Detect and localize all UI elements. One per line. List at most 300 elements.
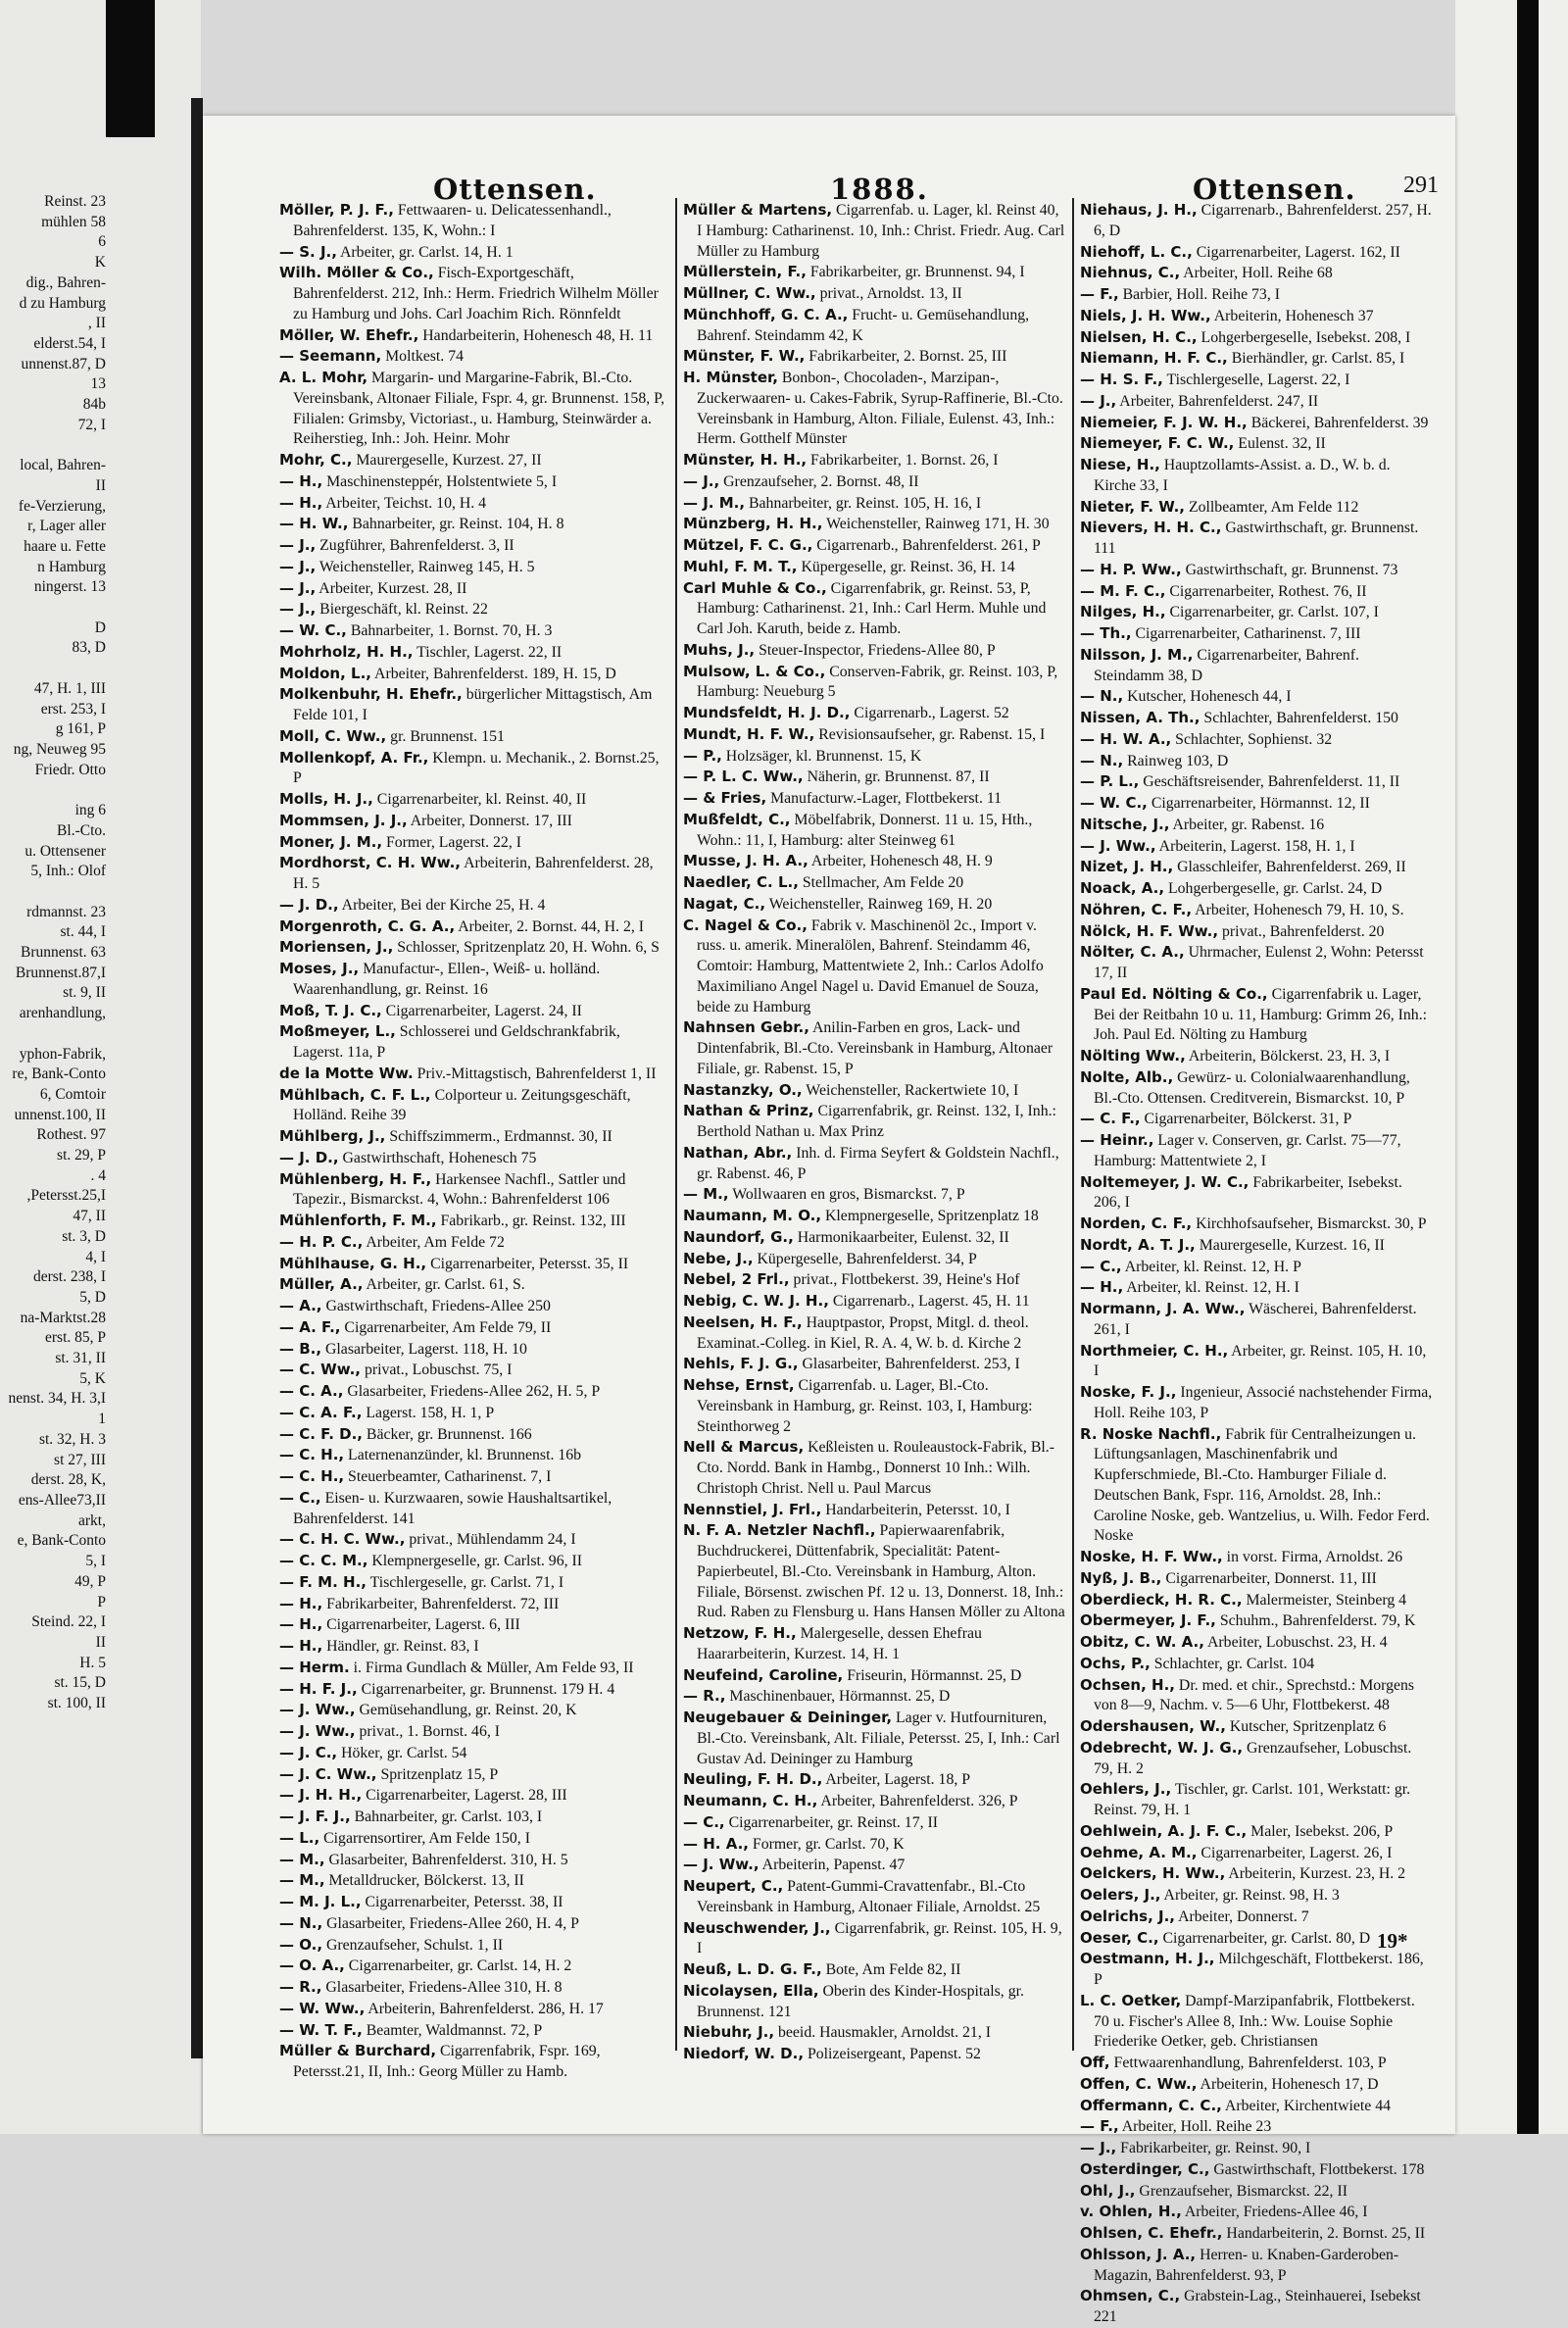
directory-entry bbox=[1080, 263, 1433, 284]
page-number: 291 bbox=[1403, 173, 1439, 198]
directory-entry bbox=[279, 1700, 671, 1721]
entry-details: Weichensteller, Rainweg 171, H. 30 bbox=[822, 516, 1050, 533]
directory-entry bbox=[1080, 391, 1433, 413]
directory-entry bbox=[1080, 1547, 1433, 1568]
fragment-line: st. 31, II bbox=[55, 1350, 106, 1367]
directory-entry bbox=[1080, 1716, 1433, 1738]
entry-details: Bierhändler, gr. Carlst. 85, I bbox=[1227, 350, 1405, 368]
entry-details: Friseurin, Hörmannst. 25, D bbox=[843, 1666, 1022, 1684]
entry-details: Arbeiter, Bahrenfelderst. 326, P bbox=[817, 1793, 1018, 1809]
entry-details: Bahnarbeiter, gr. Reinst. 105, H. 16, I bbox=[745, 494, 982, 512]
fragment-line: Bl.-Cto. bbox=[57, 821, 106, 839]
directory-entry bbox=[279, 726, 671, 748]
fragment-line: yphon-Fabrik, bbox=[19, 1045, 106, 1063]
entry-details: Stellmacher, Am Felde 20 bbox=[798, 874, 964, 891]
directory-entry bbox=[279, 242, 671, 264]
directory-entry bbox=[279, 1636, 671, 1658]
directory-entry bbox=[1080, 1738, 1433, 1780]
entry-details: Gewürz- u. Colonialwaarenhandlung, Bl.-Cto. Ottensen. Creditverein, Bismarckst. 10, P bbox=[1094, 1068, 1410, 1107]
fragment-line: st. 44, I bbox=[60, 923, 106, 941]
entry-name: Moll, C. Ww., bbox=[279, 726, 387, 745]
entry-details: Cigarrenarbeiter, Donnerst. 11, III bbox=[1161, 1569, 1377, 1587]
entry-details: Rainweg 103, D bbox=[1123, 752, 1229, 769]
directory-entry bbox=[279, 1658, 671, 1679]
directory-entry bbox=[1080, 348, 1433, 370]
entry-name: Paul Ed. Nölting & Co., bbox=[1080, 984, 1268, 1003]
entry-details: Arbeiter, Lagerst. 18, P bbox=[822, 1771, 971, 1789]
fragment-line: arkt, bbox=[78, 1511, 106, 1529]
directory-entry bbox=[1080, 1214, 1433, 1235]
entry-name: — C., bbox=[279, 1488, 321, 1507]
entry-details: Bäckerei, Bahrenfelderst. 39 bbox=[1247, 414, 1429, 431]
entry-name: Nölter, C. A., bbox=[1080, 943, 1185, 962]
directory-entry bbox=[279, 1126, 671, 1148]
directory-entry bbox=[279, 514, 671, 535]
directory-entry bbox=[279, 1679, 671, 1701]
entry-name: Mohr, C., bbox=[279, 451, 353, 469]
entry-details: Bonbon-, Chocoladen-, Marzipan-, Zuckerwaaren- u. Cakes-Fabrik, Syrup-Raffinerie, Bl.-Cto. Vereinsbank in Hamburg, Alton. Filiale, Eulenst. 43, Inh.: Herm. Gotthelf Münster bbox=[697, 370, 1063, 448]
entry-details: Maurergeselle, Kurzest. 27, II bbox=[352, 452, 542, 469]
entry-name: Neuß, L. D. G. F., bbox=[683, 1960, 822, 1978]
entry-name: Morgenroth, C. G. A., bbox=[279, 916, 456, 935]
entry-details: Fabrikarbeiter, Bahrenfelderst. 72, III bbox=[322, 1595, 560, 1612]
entry-details: Tischler, gr. Carlst. 101, Werkstatt: gr. Reinst. 79, H. 1 bbox=[1094, 1781, 1411, 1818]
entry-details: Uhrmacher, Eulenst 2, Wohn: Petersst 17, II bbox=[1094, 944, 1424, 981]
entry-name: — F., bbox=[1080, 285, 1119, 303]
entry-details: Frucht- u. Gemüsehandlung, Bahrenf. Steindamm 42, K bbox=[697, 306, 1030, 344]
directory-entry bbox=[683, 262, 1067, 283]
entry-name: — J., bbox=[1080, 391, 1117, 410]
entry-details: Arbeiter, Holl. Reihe 23 bbox=[1118, 2118, 1272, 2136]
entry-name: Mohrholz, H. H., bbox=[279, 642, 414, 661]
entry-name: Oeser, C., bbox=[1080, 1928, 1159, 1947]
entry-name: Norden, C. F., bbox=[1080, 1214, 1193, 1232]
entry-name: Mützel, F. C. G., bbox=[683, 536, 813, 554]
entry-details: Arbeiter, Donnerst. 7 bbox=[1175, 1907, 1309, 1925]
entry-details: Gastwirthschaft, gr. Brunnenst. 111 bbox=[1094, 520, 1419, 557]
entry-name: — J., bbox=[279, 536, 317, 554]
previous-page-edge bbox=[0, 0, 201, 2134]
entry-details: Cigarrenfab. u. Lager, kl. Reinst 40, I Hamburg: Catharinenst. 10, Inh.: Christ. Friedr. Aug. Carl Müller zu Hamburg bbox=[697, 202, 1065, 260]
directory-entry bbox=[1080, 1590, 1433, 1611]
directory-entry bbox=[279, 789, 671, 811]
fragment-line: arenhandlung, bbox=[19, 1005, 106, 1022]
entry-name: v. Ohlen, H., bbox=[1080, 2203, 1182, 2221]
directory-entry bbox=[1080, 1277, 1433, 1299]
entry-details: Näherin, gr. Brunnenst. 87, II bbox=[803, 768, 990, 786]
entry-name: Nastanzky, O., bbox=[683, 1080, 803, 1099]
entry-name: — P. L., bbox=[1080, 772, 1140, 791]
directory-entry bbox=[683, 2044, 1067, 2065]
directory-entry bbox=[1080, 2074, 1433, 2096]
directory-entry bbox=[279, 1445, 671, 1466]
directory-entry bbox=[279, 1085, 671, 1127]
directory-entry bbox=[279, 1743, 671, 1764]
directory-entry bbox=[279, 2020, 671, 2042]
directory-entry bbox=[683, 1834, 1067, 1856]
entry-name: Nicolaysen, Ella, bbox=[683, 1981, 819, 2000]
entry-name: Nilsson, J. M., bbox=[1080, 645, 1194, 664]
directory-entry bbox=[279, 853, 671, 895]
entry-name: Musse, J. H. A., bbox=[683, 852, 808, 870]
entry-name: Molkenbuhr, H. Ehefr., bbox=[279, 685, 463, 704]
fragment-line: 49, P bbox=[74, 1572, 106, 1590]
directory-entry bbox=[279, 1870, 671, 1892]
entry-details: Schiffszimmerm., Erdmannst. 30, II bbox=[385, 1128, 612, 1145]
directory-entry bbox=[1080, 1341, 1433, 1383]
entry-name: Mußfeldt, C., bbox=[683, 810, 791, 828]
entry-name: Naedler, C. L., bbox=[683, 873, 799, 891]
entry-name: — J. F. J., bbox=[279, 1808, 351, 1825]
entry-details: Eisen- u. Kurzwaaren, sowie Haushaltsartikel, Bahrenfelderst. 141 bbox=[293, 1489, 612, 1527]
entry-details: Grenzaufseher, Schulst. 1, II bbox=[322, 1936, 504, 1954]
entry-details: Priv.-Mittagstisch, Bahrenfelderst 1, II bbox=[413, 1065, 657, 1082]
entry-details: Arbeiter, gr. Reinst. 105, H. 10, I bbox=[1094, 1342, 1427, 1380]
entry-name: Müller & Burchard, bbox=[279, 2042, 437, 2060]
directory-entry bbox=[1080, 1568, 1433, 1590]
entry-details: Glasarbeiter, Bahrenfelderst. 253, I bbox=[798, 1356, 1020, 1373]
entry-details: Klempnergeselle, gr. Carlst. 96, II bbox=[368, 1553, 583, 1569]
entry-details: Maurergeselle, Kurzest. 16, II bbox=[1195, 1236, 1385, 1254]
entry-details: Glasarbeiter, Friedens-Allee 262, H. 5, P bbox=[343, 1383, 601, 1400]
directory-entry bbox=[279, 642, 671, 664]
entry-name: Niemeyer, F. C. W., bbox=[1080, 434, 1235, 453]
entry-name: — B., bbox=[279, 1339, 322, 1358]
fragment-line: dig., Bahren- bbox=[25, 273, 106, 291]
entry-name: — M. F. C., bbox=[1080, 581, 1166, 600]
entry-name: Neugebauer & Deininger, bbox=[683, 1709, 893, 1726]
entry-details: Fabrikarbeiter, 2. Bornst. 25, III bbox=[805, 348, 1007, 366]
directory-entry bbox=[279, 557, 671, 578]
entry-name: — J., bbox=[279, 557, 317, 575]
entry-name: Molls, H. J., bbox=[279, 790, 373, 808]
entry-name: Neumann, C. H., bbox=[683, 1792, 818, 1809]
entry-name: — J., bbox=[683, 471, 720, 490]
entry-name: Mulsow, L. & Co., bbox=[683, 662, 826, 680]
fragment-line: rdmannst. 23 bbox=[26, 903, 106, 920]
entry-details: Arbeiterin, Lagerst. 158, H. 1, I bbox=[1155, 837, 1355, 855]
directory-entry bbox=[1080, 645, 1433, 687]
entry-name: H. Münster, bbox=[683, 369, 778, 386]
entry-name: de la Motte Ww. bbox=[279, 1064, 414, 1082]
entry-details: Cigarrenarbeiter, Rothest. 76, II bbox=[1165, 582, 1367, 600]
directory-entry bbox=[1080, 815, 1433, 836]
entry-name: Oestmann, H. J., bbox=[1080, 1950, 1215, 1968]
directory-entry bbox=[279, 1424, 671, 1446]
entry-details: Keßleisten u. Rouleaustock-Fabrik, Bl.-Cto. Nordd. Bank in Hambg., Donnerst 10 Inh.: Wilh. Christoph Christ. Nell u. Paul Marcus bbox=[697, 1439, 1054, 1497]
entry-name: Moßmeyer, L., bbox=[279, 1022, 396, 1041]
fragment-line: r, Lager aller bbox=[27, 518, 106, 535]
fragment-line: 84b bbox=[82, 396, 106, 414]
entry-name: — J., bbox=[1080, 2139, 1117, 2156]
entry-details: Herren- u. Knaben-Garderoben-Magazin, Bahrenfelderst. 93, P bbox=[1094, 2246, 1399, 2284]
entry-details: Margarin- und Margarine-Fabrik, Bl.-Cto. Vereinsbank, Altonaer Filiale, Fspr. 4, gr. Brunnenst. 158, P, Filialen: Grimsby, Victoriast., u. Hamburg, Steinwärder a. Reiherstieg, Inh.: Joh. Heinr. Mohr bbox=[293, 370, 665, 448]
directory-entry bbox=[279, 895, 671, 916]
entry-name: — J. Ww., bbox=[1080, 836, 1156, 855]
entry-name: Mollenkopf, A. Fr., bbox=[279, 748, 429, 767]
entry-details: Schlachter, gr. Carlst. 104 bbox=[1150, 1655, 1315, 1672]
fragment-line: Friedr. Otto bbox=[34, 761, 106, 778]
directory-entry bbox=[683, 535, 1067, 557]
directory-entry bbox=[1080, 327, 1433, 349]
directory-entry bbox=[1080, 878, 1433, 900]
entry-name: — W. Ww., bbox=[279, 1999, 366, 2017]
entry-details: Metalldrucker, Bölckerst. 13, II bbox=[324, 1872, 524, 1890]
directory-entry bbox=[683, 1686, 1067, 1708]
entry-details: Fabrikarbeiter, Isebekst. 206, I bbox=[1094, 1173, 1402, 1212]
directory-entry bbox=[279, 1254, 671, 1275]
directory-entry bbox=[683, 1918, 1067, 1960]
entry-name: Oehlwein, A. J. F. C., bbox=[1080, 1821, 1248, 1840]
directory-entry bbox=[279, 1274, 671, 1296]
directory-entry bbox=[683, 1520, 1067, 1623]
entry-name: — H. P. Ww., bbox=[1080, 560, 1182, 578]
directory-entry bbox=[683, 578, 1067, 640]
entry-details: Fisch-Exportgeschäft, Bahrenfelderst. 212, Inh.: Herm. Friedrich Wilhelm Möller zu Hamburg und Johs. Carl Joachim Rich. Rönnfeldt bbox=[293, 265, 659, 322]
fragment-line: Brunnenst.87,I bbox=[15, 964, 106, 981]
entry-details: Cigarrenarb., Lagerst. 52 bbox=[850, 705, 1009, 721]
fragment-line: n Hamburg bbox=[37, 558, 106, 575]
directory-entry bbox=[1080, 433, 1433, 455]
directory-entry bbox=[683, 1708, 1067, 1769]
entry-name: Northmeier, C. H., bbox=[1080, 1341, 1229, 1360]
directory-entry bbox=[1080, 455, 1433, 497]
fragment-line: 6 bbox=[98, 233, 106, 251]
directory-entry bbox=[1080, 370, 1433, 391]
directory-entry bbox=[1080, 413, 1433, 434]
entry-details: Weichensteller, Rackertwiete 10, I bbox=[802, 1081, 1019, 1099]
entry-name: Nölck, H. F. Ww., bbox=[1080, 921, 1219, 940]
entry-details: privat., 1. Bornst. 46, I bbox=[355, 1723, 501, 1740]
entry-name: — C. F., bbox=[1080, 1110, 1141, 1128]
entry-name: Oehlers, J., bbox=[1080, 1780, 1172, 1799]
entry-name: Nissen, A. Th., bbox=[1080, 709, 1200, 726]
directory-entry bbox=[683, 1017, 1067, 1079]
directory-entry bbox=[1080, 1675, 1433, 1717]
directory-entry bbox=[1080, 1821, 1433, 1843]
directory-entry bbox=[1080, 1067, 1433, 1110]
directory-entry bbox=[279, 346, 671, 368]
directory-entry bbox=[1080, 793, 1433, 815]
entry-name: — J. Ww., bbox=[683, 1856, 760, 1874]
entry-name: Noske, F. J., bbox=[1080, 1383, 1177, 1401]
entry-name: Osterdinger, C., bbox=[1080, 2159, 1210, 2178]
directory-entry bbox=[683, 1791, 1067, 1812]
entry-name: — H. F. J., bbox=[279, 1679, 358, 1698]
directory-entry bbox=[683, 1291, 1067, 1313]
entry-details: Arbeiter, 2. Bornst. 44, H. 2, I bbox=[455, 917, 644, 935]
entry-details: Fabrik v. Maschinenöl 2c., Import v. russ. u. amerik. Mineralölen, Bahrenf. Steindamm 46, Comtoir: Hamburg, Mattentwiete 2, Inh.: Carlos Adolfo Maximiliano Angel Nagel u. David Emanuel de Souza, beide zu Hamburg bbox=[697, 916, 1044, 1015]
fragment-line: 5, Inh.: Olof bbox=[30, 863, 106, 880]
directory-entry bbox=[279, 1572, 671, 1594]
entry-name: L. C. Oetker, bbox=[1080, 1991, 1182, 2009]
entry-name: Mommsen, J. J., bbox=[279, 811, 408, 829]
directory-entry bbox=[683, 724, 1067, 746]
entry-name: Nathan & Prinz, bbox=[683, 1102, 814, 1120]
directory-entry bbox=[279, 1466, 671, 1488]
directory-entry bbox=[683, 1206, 1067, 1227]
entry-details: Cigarrenarbeiter, gr. Carlst. 80, D bbox=[1158, 1929, 1371, 1947]
directory-entry bbox=[279, 471, 671, 493]
directory-entry bbox=[279, 368, 671, 450]
entry-name: — M., bbox=[279, 1850, 325, 1868]
entry-details: Wäscherei, Bahrenfelderst. 261, I bbox=[1094, 1301, 1417, 1338]
entry-details: Cigarrenarbeiter, gr. Reinst. 17, II bbox=[724, 1813, 939, 1831]
entry-name: Nordt, A. T. J., bbox=[1080, 1235, 1196, 1254]
entry-details: Cigarrenarbeiter, Lagerst. 24, II bbox=[381, 1002, 582, 1019]
entry-name: Neupert, C., bbox=[683, 1877, 784, 1895]
directory-entry bbox=[683, 305, 1067, 347]
directory-entry bbox=[1080, 1424, 1433, 1548]
entry-name: — J., bbox=[279, 578, 317, 597]
entry-details: Cigarrenarbeiter, Catharinenst. 7, III bbox=[1131, 625, 1361, 642]
entry-name: Muhl, F. M. T., bbox=[683, 557, 798, 575]
entry-details: Spritzenplatz 15, P bbox=[376, 1765, 499, 1783]
directory-entry bbox=[1080, 857, 1433, 878]
entry-name: — J. D., bbox=[279, 1148, 339, 1166]
entry-name: Naundorf, G., bbox=[683, 1227, 794, 1246]
entry-details: Arbeiter, Bei der Kirche 25, H. 4 bbox=[338, 896, 546, 914]
directory-entry bbox=[279, 1913, 671, 1935]
entry-details: Klempn. u. Mechanik., 2. Bornst.25, P bbox=[293, 749, 660, 787]
entry-name: Ohmsen, C., bbox=[1080, 2287, 1181, 2305]
entry-name: Müller & Martens, bbox=[683, 201, 833, 219]
entry-name: — P., bbox=[683, 746, 722, 765]
directory-entry bbox=[279, 578, 671, 600]
entry-name: Offen, C. Ww., bbox=[1080, 2074, 1198, 2093]
directory-entry bbox=[1080, 2245, 1433, 2287]
directory-entry bbox=[279, 1551, 671, 1572]
fragment-line: II bbox=[95, 1633, 106, 1651]
entry-details: Wollwaaren en gros, Bismarckst. 7, P bbox=[728, 1186, 965, 1204]
directory-entry bbox=[683, 1769, 1067, 1791]
entry-name: — J. D., bbox=[279, 895, 339, 914]
entry-name: Oelrichs, J., bbox=[1080, 1907, 1176, 1925]
entry-details: Arbeiter, kl. Reinst. 12, H. P bbox=[1121, 1258, 1301, 1275]
entry-name: — P. L. C. Ww., bbox=[683, 768, 804, 786]
entry-details: Schuhm., Bahrenfelderst. 79, K bbox=[1215, 1612, 1416, 1630]
directory-entry bbox=[279, 1360, 671, 1381]
entry-name: Ochs, P., bbox=[1080, 1654, 1151, 1672]
directory-entry bbox=[1080, 771, 1433, 793]
entry-name: Niels, J. H. Ww., bbox=[1080, 306, 1211, 324]
fragment-line: Brunnenst. 63 bbox=[21, 944, 106, 962]
entry-details: privat., Bahrenfelderst. 20 bbox=[1218, 922, 1385, 940]
entry-details: Möbelfabrik, Donnerst. 11 u. 15, Hth., Wohn.: 11, I, Hamburg: alter Steinweg 61 bbox=[697, 811, 1033, 849]
entry-name: Oehme, A. M., bbox=[1080, 1843, 1198, 1861]
entry-name: — C. A. F., bbox=[279, 1403, 363, 1421]
fragment-line: ens-Allee73,II bbox=[18, 1492, 106, 1509]
directory-entry bbox=[1080, 1654, 1433, 1675]
entry-details: Cigarrenarbeiter, Lagerst. 6, III bbox=[322, 1616, 520, 1634]
entry-details: Cigarrenarbeiter, gr. Carlst. 14, H. 2 bbox=[344, 1957, 572, 1975]
column-rule bbox=[1072, 198, 1074, 2051]
entry-name: Ochsen, H., bbox=[1080, 1675, 1175, 1694]
entry-name: Niemeier, F. J. W. H., bbox=[1080, 413, 1248, 431]
entry-name: Ohlsen, C. Ehefr., bbox=[1080, 2224, 1223, 2242]
directory-entry bbox=[279, 1529, 671, 1551]
entry-name: — C. C. M., bbox=[279, 1552, 368, 1569]
entry-details: Arbeiter, gr. Carlst. 61, S. bbox=[363, 1276, 525, 1294]
directory-entry bbox=[1080, 1235, 1433, 1257]
directory-entry bbox=[683, 1981, 1067, 2023]
entry-name: — S. J., bbox=[279, 242, 337, 261]
directory-entry bbox=[279, 832, 671, 854]
entry-details: Arbeiter, Bahrenfelderst. 247, II bbox=[1116, 392, 1319, 410]
fragment-line: 5, D bbox=[79, 1288, 106, 1306]
entry-name: Nievers, H. H. C., bbox=[1080, 519, 1222, 537]
directory-entry bbox=[279, 748, 671, 790]
directory-entry bbox=[279, 1232, 671, 1254]
fragment-line: Reinst. 23 bbox=[44, 193, 106, 210]
entry-details: Arbeiterin, Kurzest. 23, H. 2 bbox=[1225, 1865, 1406, 1883]
entry-details: Holzsäger, kl. Brunnenst. 15, K bbox=[721, 747, 922, 765]
directory-entry bbox=[1080, 836, 1433, 858]
fragment-line bbox=[0, 882, 106, 903]
entry-details: Grenzaufseher, 2. Bornst. 48, II bbox=[719, 472, 919, 490]
scan-edge-bar bbox=[1517, 0, 1539, 2134]
entry-details: Fabrikarb., gr. Reinst. 132, III bbox=[436, 1213, 626, 1229]
directory-entry bbox=[683, 1375, 1067, 1437]
entry-name: A. L. Mohr, bbox=[279, 369, 368, 386]
entry-name: — H., bbox=[279, 1594, 323, 1612]
entry-name: Muhs, J., bbox=[683, 640, 756, 659]
directory-page bbox=[203, 116, 1455, 2325]
entry-details: Arbeiterin, Papenst. 47 bbox=[759, 1857, 906, 1874]
signature-mark: 19* bbox=[1377, 1929, 1408, 1953]
directory-entry bbox=[279, 1785, 671, 1807]
entry-name: — H., bbox=[279, 1637, 323, 1655]
entry-name: N. F. A. Netzler Nachfl., bbox=[683, 1521, 876, 1540]
fragment-line: 6, Comtoir bbox=[39, 1085, 106, 1103]
fragment-line: ing 6 bbox=[74, 802, 106, 819]
directory-entry bbox=[683, 1500, 1067, 1521]
entry-details: Cigarrenarb., Bahrenfelderst. 261, P bbox=[812, 537, 1041, 554]
entry-details: Weichensteller, Rainweg 169, H. 20 bbox=[765, 895, 993, 913]
entry-name: — J. H. H., bbox=[279, 1786, 363, 1805]
entry-name: — W. C., bbox=[1080, 794, 1148, 812]
entry-name: Nennstiel, J. Frl., bbox=[683, 1500, 822, 1518]
entry-details: Kirchhofsaufseher, Bismarckst. 30, P bbox=[1192, 1215, 1427, 1232]
entry-details: Fabrikarbeiter, 1. Bornst. 26, I bbox=[807, 452, 999, 469]
fragment-line: unnenst.100, II bbox=[14, 1106, 106, 1123]
entry-details: Cigarrenfabrik u. Lager, Bei der Reitbahn 10 u. 11, Hamburg: Grimm 26, Inh.: Joh. Paul Ed. Nölting zu Hamburg bbox=[1094, 985, 1428, 1044]
directory-entry bbox=[279, 1721, 671, 1743]
entry-name: — Herm. bbox=[279, 1658, 350, 1676]
directory-entry bbox=[279, 1211, 671, 1232]
entry-name: Moses, J., bbox=[279, 960, 360, 977]
directory-entry bbox=[683, 851, 1067, 872]
directory-entry bbox=[683, 1184, 1067, 1206]
directory-entry bbox=[683, 746, 1067, 768]
entry-name: Ohlsson, J. A., bbox=[1080, 2245, 1197, 2263]
header-right-title: Ottensen. bbox=[1193, 173, 1356, 206]
directory-entry bbox=[279, 1339, 671, 1361]
entry-details: Cigarrensortirer, Am Felde 150, I bbox=[319, 1829, 530, 1847]
fragment-line: nenst. 34, H. 3,I bbox=[8, 1390, 106, 1408]
entry-name: Naumann, M. O., bbox=[683, 1207, 822, 1224]
entry-name: Obermeyer, J. F., bbox=[1080, 1611, 1216, 1630]
entry-name: — F., bbox=[1080, 2117, 1119, 2136]
entry-details: Maschinensteppér, Holstentwiete 5, I bbox=[322, 472, 558, 490]
entry-details: Arbeiter, Kirchentwiete 44 bbox=[1221, 2097, 1392, 2114]
directory-entry bbox=[1080, 984, 1433, 1046]
entry-name: — R., bbox=[683, 1687, 726, 1706]
entry-details: Inh. d. Firma Seyfert & Goldstein Nachfl., gr. Rabenst. 46, P bbox=[697, 1144, 1059, 1182]
header-left-title: Ottensen. bbox=[433, 173, 597, 206]
entry-name: Münzberg, H. H., bbox=[683, 515, 823, 533]
fragment-line: Steind. 22, I bbox=[31, 1613, 106, 1631]
